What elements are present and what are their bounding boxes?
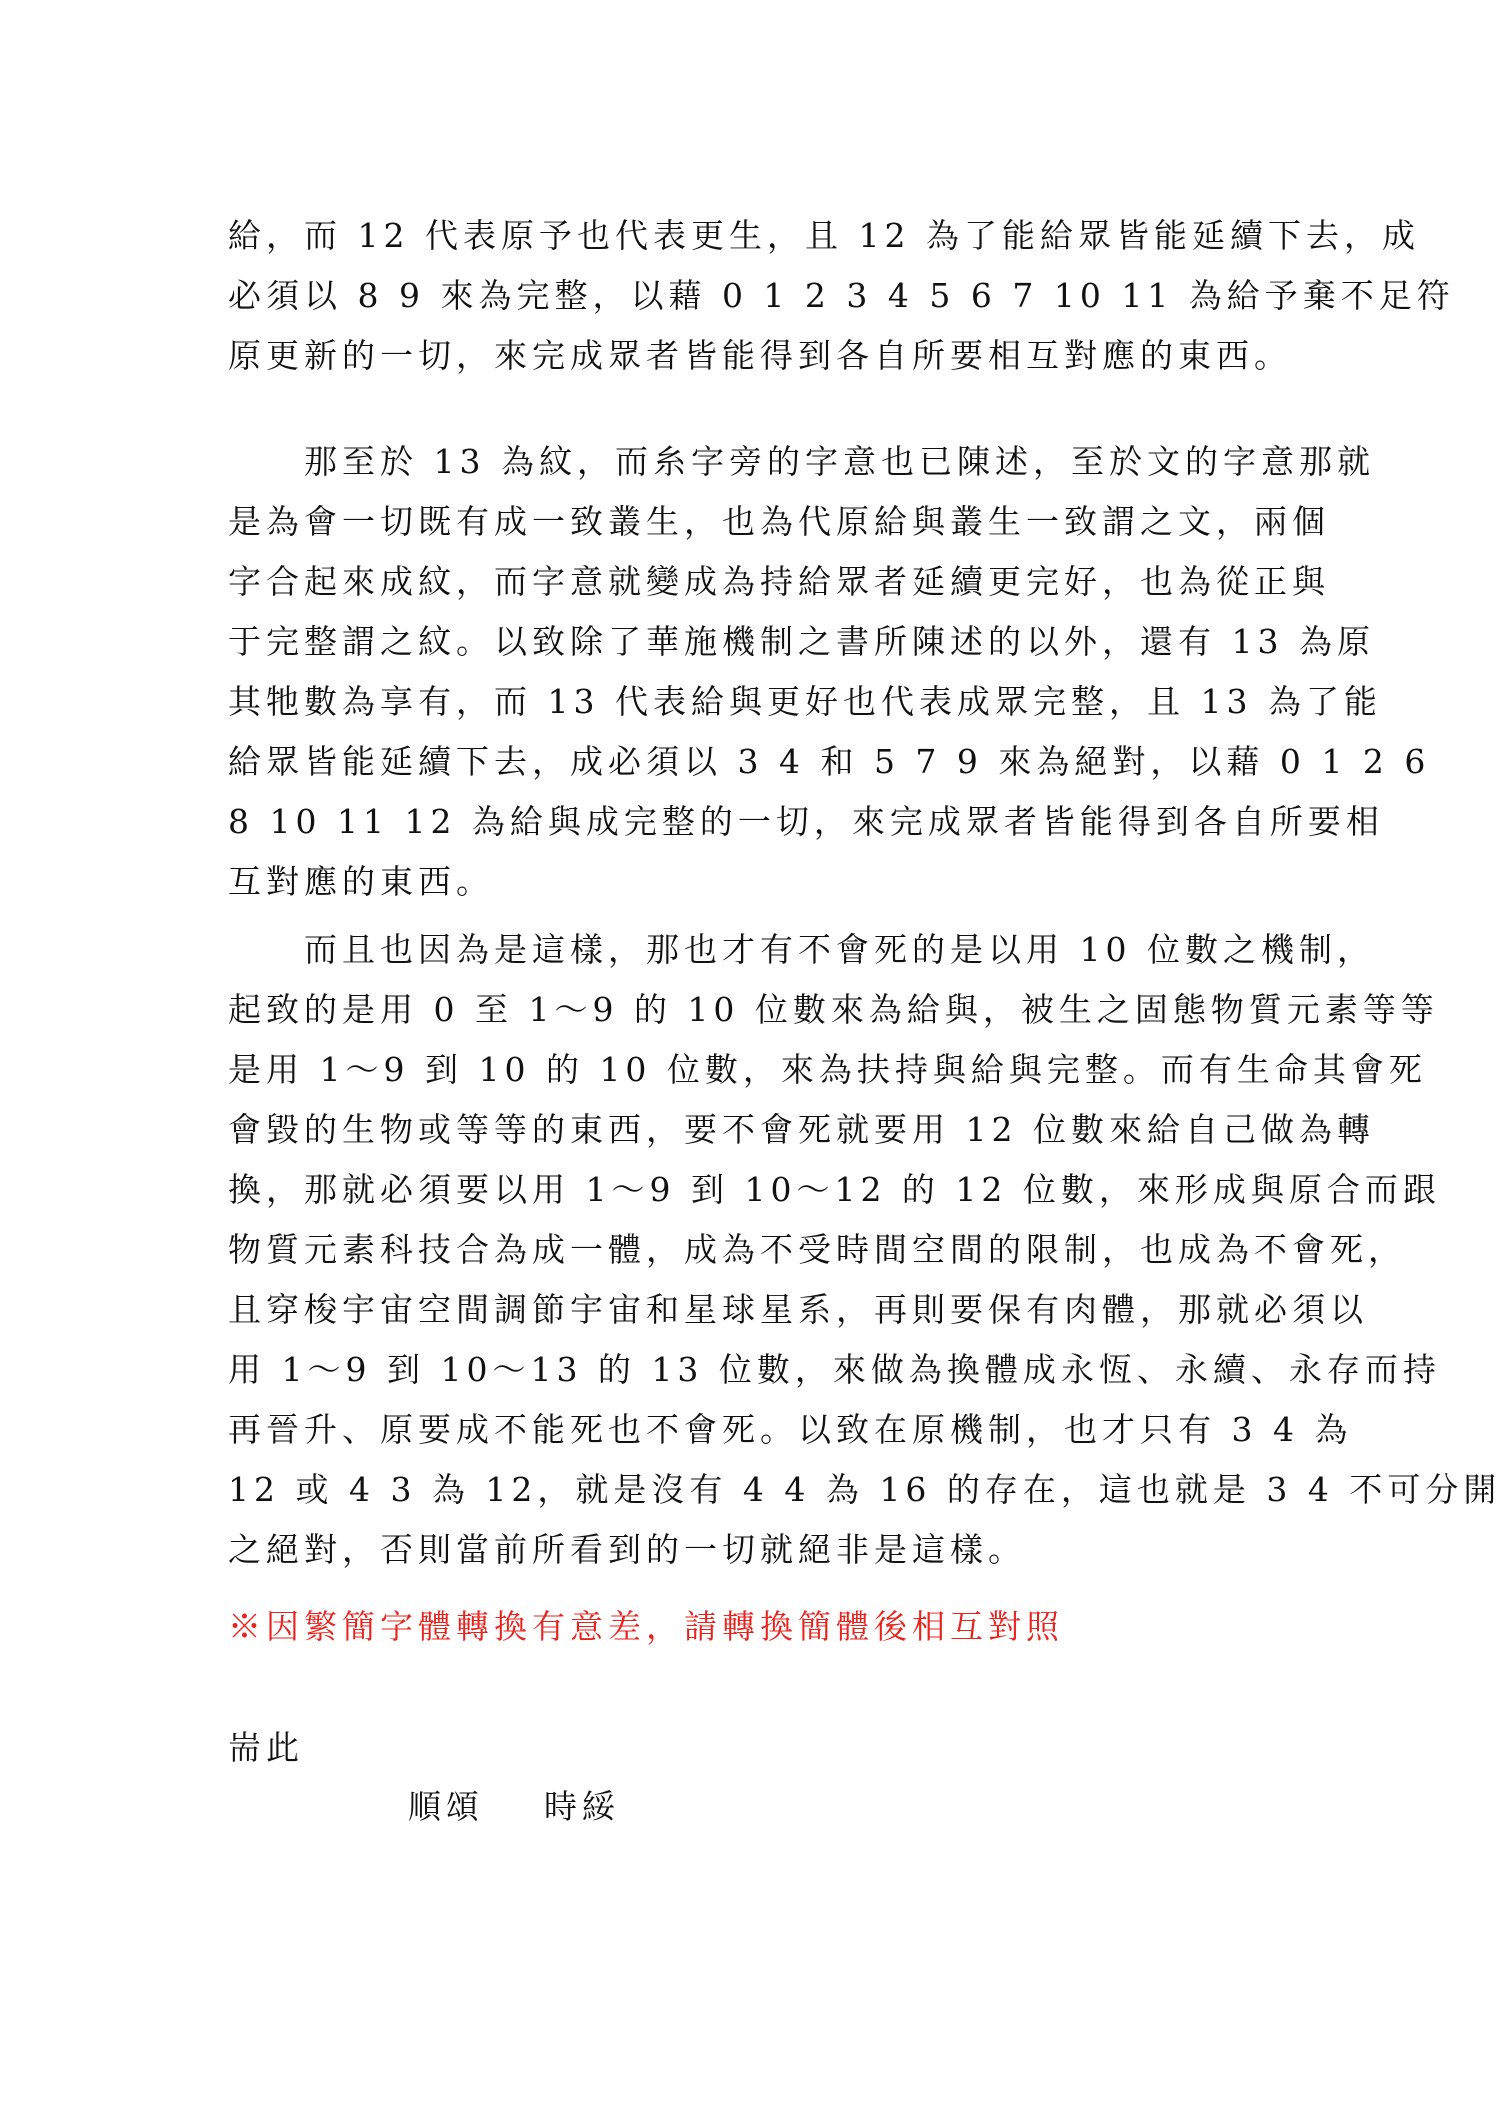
paragraph-2 bbox=[228, 432, 1431, 912]
paragraph-1-line: 給，而 12 代表原予也代表更生，且 12 為了能給眾皆能延續下去，成 bbox=[228, 216, 1420, 255]
closing-line-2 bbox=[228, 1777, 1288, 1837]
paragraph-3-line: 再晉升、原要成不能死也不會死。以致在原機制，也才只有 3 4 為 bbox=[228, 1410, 1353, 1449]
paragraph-2-line: 字合起來成紋，而字意就變成為持給眾者延續更完好，也為從正與 bbox=[228, 562, 1330, 601]
paragraph-2-line: 給眾皆能延續下去，成必須以 3 4 和 5 7 9 來為絕對，以藉 0 1 2 6 bbox=[228, 742, 1431, 781]
paragraph-1-line: 必須以 8 9 來為完整，以藉 0 1 2 3 4 5 6 7 10 11 為給予棄不足符 bbox=[228, 276, 1455, 315]
closing-greeting bbox=[228, 1777, 1288, 1837]
closing-line-1: 耑此 bbox=[228, 1728, 304, 1767]
paragraph-3-line: 物質元素科技合為成一體，成為不受時間空間的限制，也成為不會死， bbox=[228, 1230, 1406, 1269]
closing-word-1: 順頌 bbox=[408, 1787, 484, 1826]
paragraph-3-line: 而且也因為是這樣，那也才有不會死的是以用 10 位數之機制， bbox=[228, 930, 1375, 969]
paragraph-2-line: 于完整謂之紋。以致除了華施機制之書所陳述的以外，還有 13 為原 bbox=[228, 622, 1375, 661]
paragraph-2-line: 8 10 11 12 為給與成完整的一切，來完成眾者皆能得到各自所要相 bbox=[228, 802, 1384, 841]
paragraph-1-line: 原更新的一切，來完成眾者皆能得到各自所要相互對應的東西。 bbox=[228, 336, 1292, 375]
paragraph-2-line: 互對應的東西。 bbox=[228, 862, 494, 901]
conversion-note bbox=[228, 1597, 1288, 1657]
paragraph-2-line: 其牠數為享有，而 13 代表給與更好也代表成眾完整，且 13 為了能 bbox=[228, 682, 1382, 721]
paragraph-3-line: 換，那就必須要以用 1～9 到 10～12 的 12 位數，來形成與原合而跟 bbox=[228, 1170, 1441, 1209]
paragraph-3-line: 12 或 4 3 為 12，就是沒有 4 4 為 16 的存在，這也就是 3 4 不可分開 bbox=[228, 1470, 1501, 1509]
paragraph-3-line: 是用 1～9 到 10 的 10 位數，來為扶持與給與完整。而有生命其會死 bbox=[228, 1050, 1427, 1089]
conversion-note-text: ※因繁簡字體轉換有意差，請轉換簡體後相互對照 bbox=[228, 1607, 1064, 1646]
closing-word-2: 時綏 bbox=[544, 1787, 620, 1826]
paragraph-3-line: 且穿梭宇宙空間調節宇宙和星球星系，再則要保有肉體，那就必須以 bbox=[228, 1290, 1368, 1329]
paragraph-2-line: 那至於 13 為紋，而糸字旁的字意也已陳述，至於文的字意那就 bbox=[228, 442, 1375, 481]
paragraph-3-line: 之絕對，否則當前所看到的一切就絕非是這樣。 bbox=[228, 1530, 1026, 1569]
paragraph-2-line: 是為會一切既有成一致叢生，也為代原給與叢生一致謂之文，兩個 bbox=[228, 502, 1330, 541]
paragraph-1 bbox=[228, 206, 1455, 386]
paragraph-3 bbox=[228, 920, 1501, 1580]
paragraph-3-line: 用 1～9 到 10～13 的 13 位數，來做為換體成永恆、永續、永存而持 bbox=[228, 1350, 1441, 1389]
paragraph-3-line: 起致的是用 0 至 1～9 的 10 位數來為給與，被生之固態物質元素等等 bbox=[228, 990, 1439, 1029]
closing-salutation bbox=[228, 1718, 1288, 1778]
paragraph-3-line: 會毀的生物或等等的東西，要不會死就要用 12 位數來給自己做為轉 bbox=[228, 1110, 1375, 1149]
